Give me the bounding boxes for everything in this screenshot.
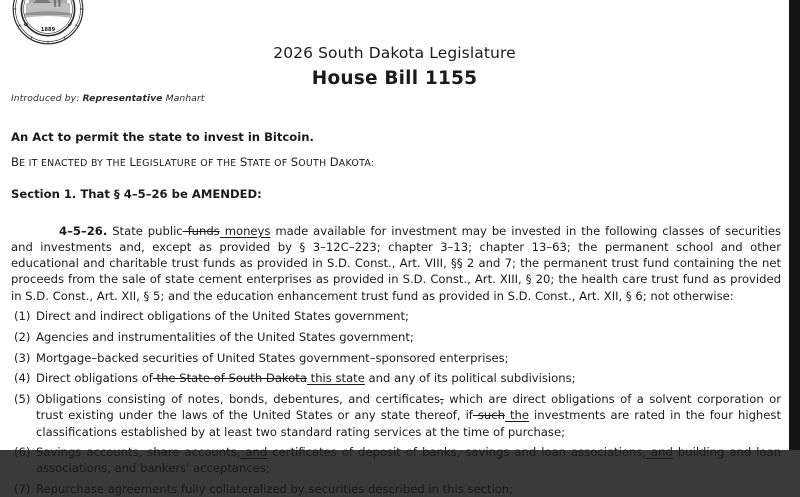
session-line: 2026 South Dakota Legislature [273,44,516,62]
list-item-marker: (2) [14,330,31,344]
list-item-text: which are direct obligations of a solvent corporation or trust existing under the laws of the United States or any state thereof, if [36,392,781,423]
enacting-smallcaps: TATE [247,157,275,169]
enacting-capital: B [11,154,20,169]
statute-number: 4–5–26. [59,223,108,238]
list-item-marker: (1) [14,309,31,324]
list-item-marker: (7) [14,482,31,497]
list-item [11,444,781,476]
state-seal-icon [11,0,85,46]
statute-paragraph [11,223,781,304]
list-item-text: Obligations consisting of notes, bonds, debentures, and certificates [36,392,441,407]
enacting-smallcaps: OF [274,157,291,169]
enacting-clause [11,154,781,169]
sponsor-role: Representative [82,93,163,104]
deleted-text: the State of South Dakota [152,371,307,386]
section-heading: Section 1. That § 4–5–26 be AMENDED: [11,187,262,202]
enacting-capital: L [129,154,136,169]
deleted-text: , [440,392,444,407]
inserted-text: this state [306,371,365,386]
list-item [11,481,781,497]
act-title: An Act to permit the state to invest in Bitcoin. [11,130,314,144]
list-item [11,370,781,386]
inserted-text: and [240,445,268,460]
inserted-text: and [646,445,673,460]
list-item [11,329,781,345]
enacting-smallcaps: OF [200,157,217,169]
list-item-text: building and loan associations, and bankers' acceptances; [36,445,782,476]
enacting-capital: D [329,154,339,169]
viewport-right-edge [789,0,800,450]
list-item-marker: (6) [14,445,31,460]
enumerated-list [11,308,781,497]
list-item-text: Direct obligations of [36,371,153,386]
list-item [11,391,781,440]
svg-text:G: G [23,22,30,28]
enacting-smallcaps: AKOTA: [338,157,375,169]
seal-year: 1889 [40,27,56,34]
list-item [11,350,781,366]
list-item-text: Mortgage–backed securities of United States government–sponsored enterprises; [36,350,509,365]
list-item [11,308,781,324]
enacting-smallcaps: E [19,157,29,169]
introduced-by-line [11,93,205,104]
list-item-marker: (3) [14,350,31,365]
list-item-text: Agencies and instrumentalities of the United States government; [36,330,414,344]
list-item-text: certificates of deposit of banks, savings and loan associations, [267,445,646,460]
list-item-marker: (5) [14,392,31,407]
enacting-smallcaps: THE [216,157,240,169]
document-body [11,132,781,497]
sponsor-name: Manhart [165,93,205,104]
list-item-text: and any of its political subdivisions; [364,371,576,386]
enacting-smallcaps: OUTH [298,157,330,169]
page-title: House Bill 1155 [311,68,478,89]
enacting-smallcaps: EGISLATURE [135,157,201,169]
enacting-capital: S [290,154,299,169]
list-item-text: investments are rated in the four highest classifications established by at least two standard rating services at the time of purchase; [36,408,781,439]
introduced-by-label: Introduced by: [11,93,80,104]
enacting-smallcaps: ENACTED [40,157,91,169]
enacting-smallcaps: BY [90,157,107,169]
statute-segment-1: State public [107,223,183,238]
list-item-text: Direct and indirect obligations of the United States government; [36,309,409,324]
list-item-text: Savings accounts, share accounts, [36,445,241,460]
inserted-text: the [504,408,530,423]
document-header [0,44,789,89]
deleted-text: such [472,408,505,423]
list-item-text: Repurchase agreements fully collateralized by securities described in this section; [36,482,514,497]
list-item-marker: (4) [14,371,31,386]
enacting-smallcaps: THE [106,157,130,169]
inserted-text-moneys: moneys [219,223,271,238]
statute-segment-2: made available for investment may be invested in the following classes of securities and investments and, except as provided by § 3–12C–223; chapter 3–13; chapter 13–63; the permanent school and other educational and charitable trust funds as provided in S.D. Const., Art. VIII, §§ 2 and 7; the permanent trust fund containing the net proceeds from the sale of state cement enterprises as provided in S.D. Const., Art. XIII, § 20; the health care trust fund as provided in S.D. Const., Art. XII, § 5; and the education enhancement trust fund as provided in S.D. Const., Art. XII, § 6; not otherwise: [11,223,781,303]
svg-text:S: S [66,22,73,28]
enacting-capital: S [239,154,248,169]
enacting-smallcaps: IT [28,157,41,169]
deleted-text-funds: funds [182,223,220,238]
